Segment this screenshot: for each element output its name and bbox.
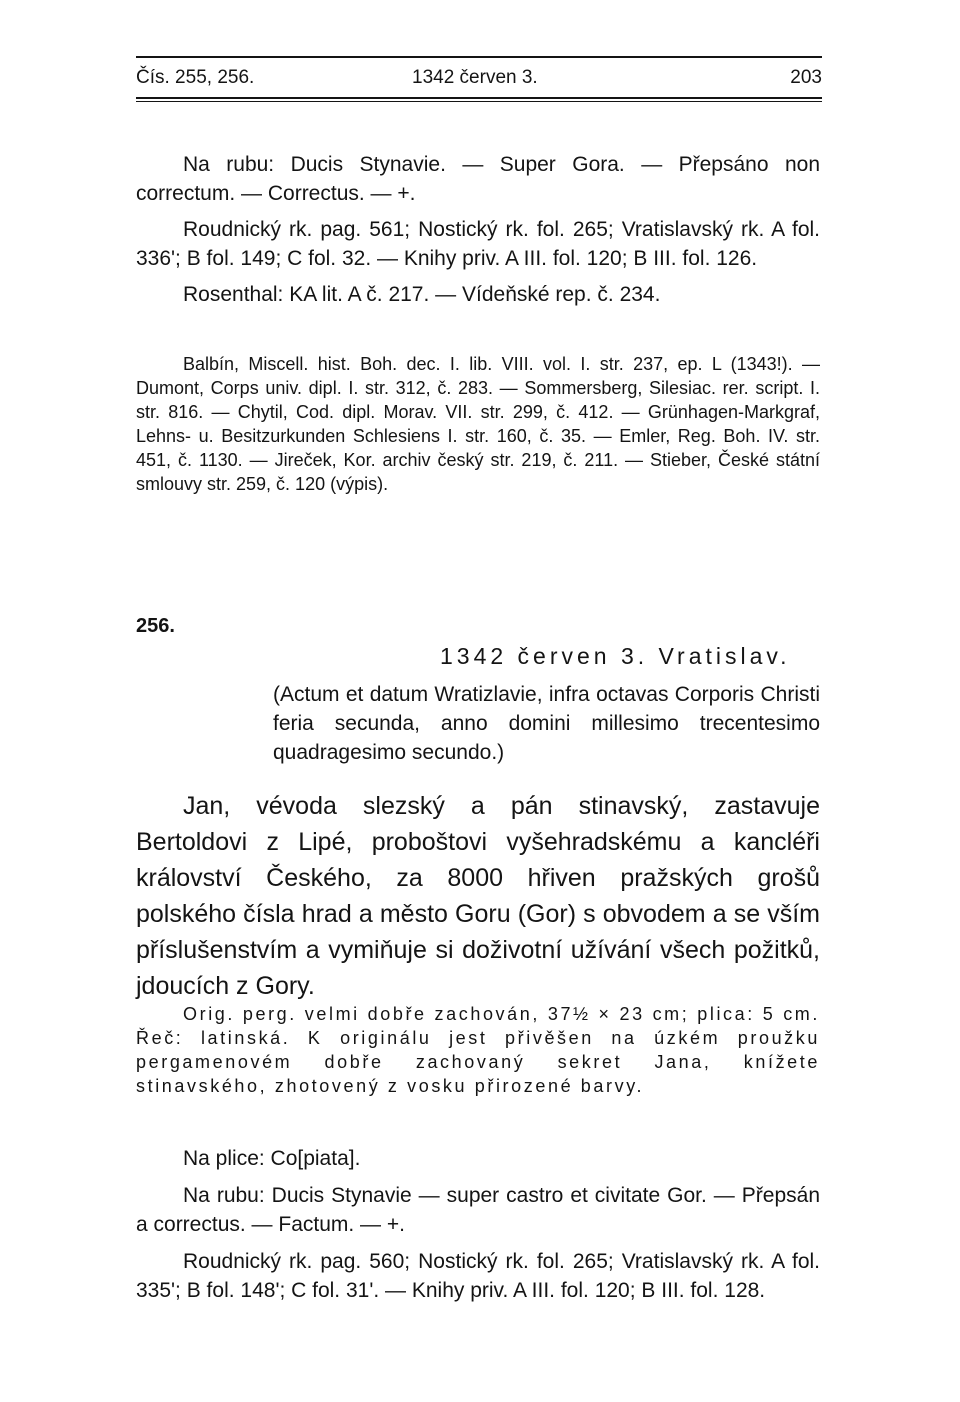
actum-formula: (Actum et datum Wratizlavie, infra octavas Corporis Christi feria secunda, anno domini millesimo trecentesimo quadragesimo secundo.) — [273, 683, 820, 764]
page-number: 203 — [790, 67, 822, 88]
document-copies: Roudnický rk. pag. 560; Nostický rk. fol. 265; Vratislavský rk. A fol. 335'; B fol. 148'; C fol. 31'. — Knihy priv. A III. fol. 120; B III. fol. 128. — [136, 1250, 820, 1302]
running-head — [136, 64, 822, 92]
document-date-place: 1342 červen 3. Vratislav. — [440, 643, 791, 669]
header-rule-top — [136, 56, 822, 58]
document-notes — [136, 1144, 820, 1305]
prev-doc-endorsement: Na rubu: Ducis Stynavie. — Super Gora. — Přepsáno non correctum. — Correctus. — +. — [136, 153, 820, 205]
prev-doc-rosenthal: Rosenthal: KA lit. A č. 217. — Vídeňské rep. č. 234. — [183, 283, 661, 306]
running-head-doc-numbers: Čís. 255, 256. — [136, 67, 255, 88]
header-rule-bottom — [136, 97, 822, 99]
prev-doc-copies: Roudnický rk. pag. 561; Nostický rk. fol. 265; Vratislavský rk. A fol. 336'; B fol. 149; C fol. 32. — Knihy priv. A III. fol. 120; B III. fol. 126. — [136, 218, 820, 270]
document-number: 256. — [136, 615, 175, 637]
regest: Jan, vévoda slezský a pán stinavský, zastavuje Bertoldovi z Lipé, proboštovi vyšehradskému a kancléři království Českého, za 8000 hřiven pražských grošů polského čísla hrad a město Goru (Gor) s obvodem a se vším příslušenstvím a vymiňuje si doživotní užívání všech požitků, jdoucích z Gory. — [136, 792, 820, 1000]
original-description: Orig. perg. velmi dobře zachován, 37½ × 23 cm; plica: 5 cm. Řeč: latinská. K originálu jest přivěšen na úzkém proužku pergamenovém dobře zachovaný sekret Jana, knížete stinavského, zhotovený z vosku přirozené barvy. — [136, 1004, 820, 1096]
prev-doc-literature: Balbín, Miscell. hist. Boh. dec. I. lib. VIII. vol. I. str. 237, ep. L (1343!). — Dumont, Corps univ. dipl. I. str. 312, č. 283. — Sommersberg, Silesiac. rer. script. I. str. 816. — Chytil, Cod. dipl. Morav. VII. str. 299, č. 412. — Grünhagen-Markgraf, Lehns- u. Besitzurkunden Schlesiens I. str. 160, č. 35. — Emler, Reg. Boh. IV. str. 451, č. 1130. — Jireček, Kor. archiv český str. 219, č. 211. — Stieber, České státní smlouvy str. 259, č. 120 (výpis). — [136, 354, 820, 494]
running-head-date: 1342 červen 3. — [412, 67, 538, 88]
prev-doc-notes — [136, 150, 820, 309]
header-rule-bottom-thin — [136, 101, 822, 102]
document-endorsement: Na rubu: Ducis Stynavie — super castro et civitate Gor. — Přepsán a correctus. — Factum. — +. — [136, 1184, 820, 1236]
plica-note: Na plice: Co[piata]. — [183, 1147, 361, 1170]
